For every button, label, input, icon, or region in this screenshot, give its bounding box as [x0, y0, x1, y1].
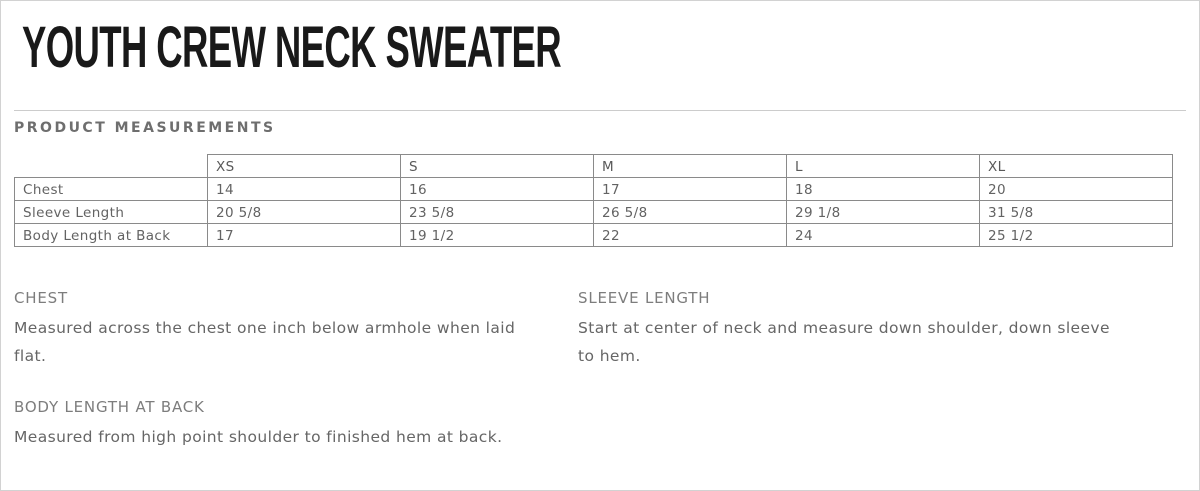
- definition-description: Measured across the chest one inch below armhole when laid flat.: [14, 319, 516, 365]
- measurement-definitions: [14, 289, 1186, 451]
- measurement-value: 25 1/2: [980, 224, 1173, 247]
- table-header-row: [15, 155, 1173, 178]
- size-column-header-xl: XL: [980, 155, 1173, 178]
- table-corner-blank: [15, 155, 208, 178]
- measurement-value: 14: [208, 178, 401, 201]
- definition-term: SLEEVE LENGTH: [578, 289, 711, 307]
- definition-body-length-at-back: [14, 398, 578, 451]
- table-row-chest: [15, 178, 1173, 201]
- measurements-table: [14, 154, 1173, 247]
- table-row-body-length-at-back: [15, 224, 1173, 247]
- table-row-sleeve-length: [15, 201, 1173, 224]
- measurement-value: 23 5/8: [401, 201, 594, 224]
- measurement-value: 19 1/2: [401, 224, 594, 247]
- measurement-value: 20: [980, 178, 1173, 201]
- row-label: Body Length at Back: [15, 224, 208, 247]
- measurement-value: 31 5/8: [980, 201, 1173, 224]
- definition-chest: [14, 289, 578, 370]
- page-title: YOUTH CREW NECK SWEATER: [22, 15, 562, 80]
- size-column-header-s: S: [401, 155, 594, 178]
- size-column-header-xs: XS: [208, 155, 401, 178]
- definition-sleeve-length: [578, 289, 1186, 370]
- definition-term: CHEST: [14, 289, 68, 307]
- measurement-value: 22: [594, 224, 787, 247]
- measurement-value: 24: [787, 224, 980, 247]
- row-label: Chest: [15, 178, 208, 201]
- section-divider: [14, 110, 1186, 111]
- measurement-value: 26 5/8: [594, 201, 787, 224]
- measurement-value: 20 5/8: [208, 201, 401, 224]
- measurement-value: 29 1/8: [787, 201, 980, 224]
- definition-term: BODY LENGTH AT BACK: [14, 398, 205, 416]
- measurement-value: 17: [208, 224, 401, 247]
- section-heading: PRODUCT MEASUREMENTS: [14, 120, 276, 136]
- definition-description: Start at center of neck and measure down shoulder, down sleeve to hem.: [578, 319, 1110, 365]
- definition-description: Measured from high point shoulder to finished hem at back.: [14, 428, 503, 446]
- row-label: Sleeve Length: [15, 201, 208, 224]
- measurement-value: 16: [401, 178, 594, 201]
- measurement-value: 18: [787, 178, 980, 201]
- measurement-value: 17: [594, 178, 787, 201]
- size-column-header-m: M: [594, 155, 787, 178]
- size-column-header-l: L: [787, 155, 980, 178]
